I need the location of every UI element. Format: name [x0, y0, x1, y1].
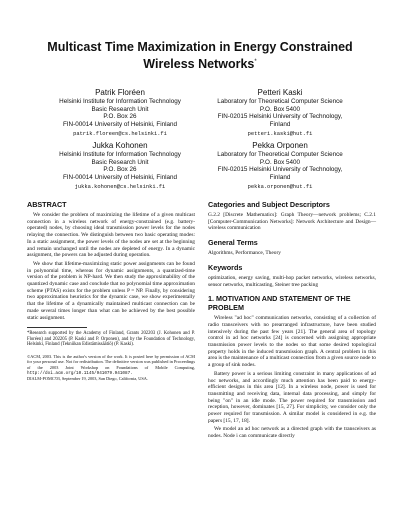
author-affiliation: Finland — [269, 120, 291, 128]
author-email[interactable]: petteri.kaski@hut.fi — [247, 131, 313, 138]
author-email[interactable]: pekka.orponen@hut.fi — [247, 184, 313, 191]
keywords-heading: Keywords — [208, 262, 243, 272]
copyright-text: ©ACM, 2003. This is the author's version of the work. It is posted here by permission of ACM for your personal use. Not for redistribution. The definitive version was published in Proceedings of the 2003 Joint Workshop on Foundations of Mobile Computing, — [27, 354, 195, 370]
author-affiliation: Helsinki Institute for Information Technology — [59, 151, 181, 158]
author-affiliation: Helsinki Institute for Information Technology — [59, 98, 181, 105]
author-affiliation: FIN-00014 University of Helsinki, Finland — [62, 173, 178, 181]
copyright-notice — [27, 354, 195, 381]
general-terms-heading: General Terms — [208, 238, 258, 248]
author-affiliation: P.O. Box 26 — [103, 166, 137, 174]
author-affiliation: Laboratory for Theoretical Computer Science — [217, 151, 343, 158]
author-affiliation: FIN-02015 Helsinki University of Technology, — [217, 113, 343, 121]
author-email[interactable]: patrik.floreen@cs.helsinki.fi — [73, 131, 167, 138]
general-terms-text: Algorithms, Performance, Theory — [208, 250, 281, 257]
author-block-3 — [30, 141, 210, 192]
author-block-4 — [190, 141, 370, 192]
abstract-heading: ABSTRACT — [27, 200, 67, 209]
author-affiliation: FIN-00014 University of Helsinki, Finland — [62, 120, 178, 128]
section-1-paragraph: Battery power is a serious limiting constraint in many applications of ad hoc networks, and accordingly much attention has been paid to energy-efficient designs in this area [12]. In a wireless node, power is used for transmitting and receiving data, internal data processing, and simply for being "on" in an idle mode. The power required for transmission and reception, however, dominates [15, 27]. For simplicity, we consider only the power required for transmission. A similar model is considered in e.g. the papers [15, 17, 18]. — [208, 370, 376, 424]
author-affiliation: Finland — [269, 173, 291, 181]
author-affiliation: Basic Research Unit — [91, 158, 149, 166]
author-affiliation: P.O. Box 5400 — [259, 105, 301, 113]
author-affiliation: P.O. Box 26 — [103, 113, 137, 121]
author-email[interactable]: jukka.kohonen@cs.helsinki.fi — [74, 184, 166, 191]
section-1-heading: 1. MOTIVATION AND STATEMENT OF THE PROBLEM — [208, 294, 351, 313]
paper-title — [20, 40, 380, 72]
categories-text: G.2.2 [Discrete Mathematics]: Graph Theory—network problems; C.2.1 [Computer-Communication Networks]: Network Architecture and Design—wireless communication — [208, 212, 376, 232]
author-name: Patrik Floréen — [95, 88, 145, 97]
author-affiliation: FIN-02015 Helsinki University of Technology, — [217, 166, 343, 174]
right-column — [208, 200, 376, 442]
keywords-text: optimization, energy saving, multi-hop packet networks, wireless networks, sensor networks, multicasting, Steiner tree packing — [208, 274, 376, 288]
author-affiliation: P.O. Box 5400 — [259, 158, 301, 166]
author-block-2 — [190, 88, 370, 139]
author-affiliation: Basic Research Unit — [91, 105, 149, 113]
title-footnote-mark: * — [254, 59, 257, 65]
author-name: Jukka Kohonen — [92, 141, 148, 150]
funding-footnote: *Research supported by the Academy of Finland, Grants 202203 (J. Kohonen and P. Floréen) and 202205 (P. Kaski and P. Orponen), and by the Foundation of Technology, Helsinki, Finland (Tekniikan Edistämissäätiö) (P. Kaski). — [27, 331, 195, 348]
categories-heading: Categories and Subject Descriptors — [208, 200, 330, 209]
doi-link[interactable]: http://doi.acm.org/10.1145/941079.941087. — [27, 370, 133, 376]
footnote-divider — [27, 327, 87, 328]
author-block-1 — [30, 88, 210, 139]
author-name: Petteri Kaski — [257, 88, 303, 97]
section-1-paragraph: We model an ad hoc network as a directed graph with the transceivers as nodes. Node i can communicate directly — [208, 426, 376, 440]
title-text: Multicast Time Maximization in Energy Constrained Wireless Networks — [47, 40, 353, 72]
author-affiliation: Laboratory for Theoretical Computer Science — [217, 98, 343, 105]
venue-text: DIALM-POMC'03, September 19, 2003, San Diego, California, USA. — [27, 376, 148, 382]
abstract-paragraph: We show that lifetime-maximizing static power assignments can be found in polynomial time, whereas for dynamic assignments, a quantized-time version of the problem is NP-hard. We then study the approximability of the quantized dynamic case and conclude that no polynomial time approximation scheme (PTAS) exists for the problem unless P = NP. Finally, by considering two approximation heuristics for the dynamic case, we show experimentally that the lifetime of a dynamically maintained multicast connection can be made several times longer than what can be achieved by the best possible static assignment. — [27, 260, 195, 321]
author-name: Pekka Orponen — [252, 141, 308, 150]
left-column — [27, 200, 195, 382]
section-1-paragraph: Wireless "ad hoc" communication networks, consisting of a collection of radio transceivers with no prearranged infrastructure, have been studied intensively during the past few years [21]. The general area of topology control in ad hoc networks [24] is concerned with assigning appropriate transmission power levels to the nodes so that some desired topological property holds in the induced transmission graph. A central problem in this area is the maintenance of a multicast connection from a given source node to a group of sink nodes. — [208, 315, 376, 369]
abstract-paragraph: We consider the problem of maximizing the lifetime of a given multicast connection in a wireless network of energy-constrained (e.g. battery-operated) nodes, by choosing ideal transmission power levels for the nodes relaying the connection. We distinguish between two basic operating modes: In a static assignment, the power levels of the nodes are set at the beginning and remain unchanged until the nodes are depleted of energy. In a dynamic assignment, the powers can be adjusted during operation. — [27, 212, 195, 259]
